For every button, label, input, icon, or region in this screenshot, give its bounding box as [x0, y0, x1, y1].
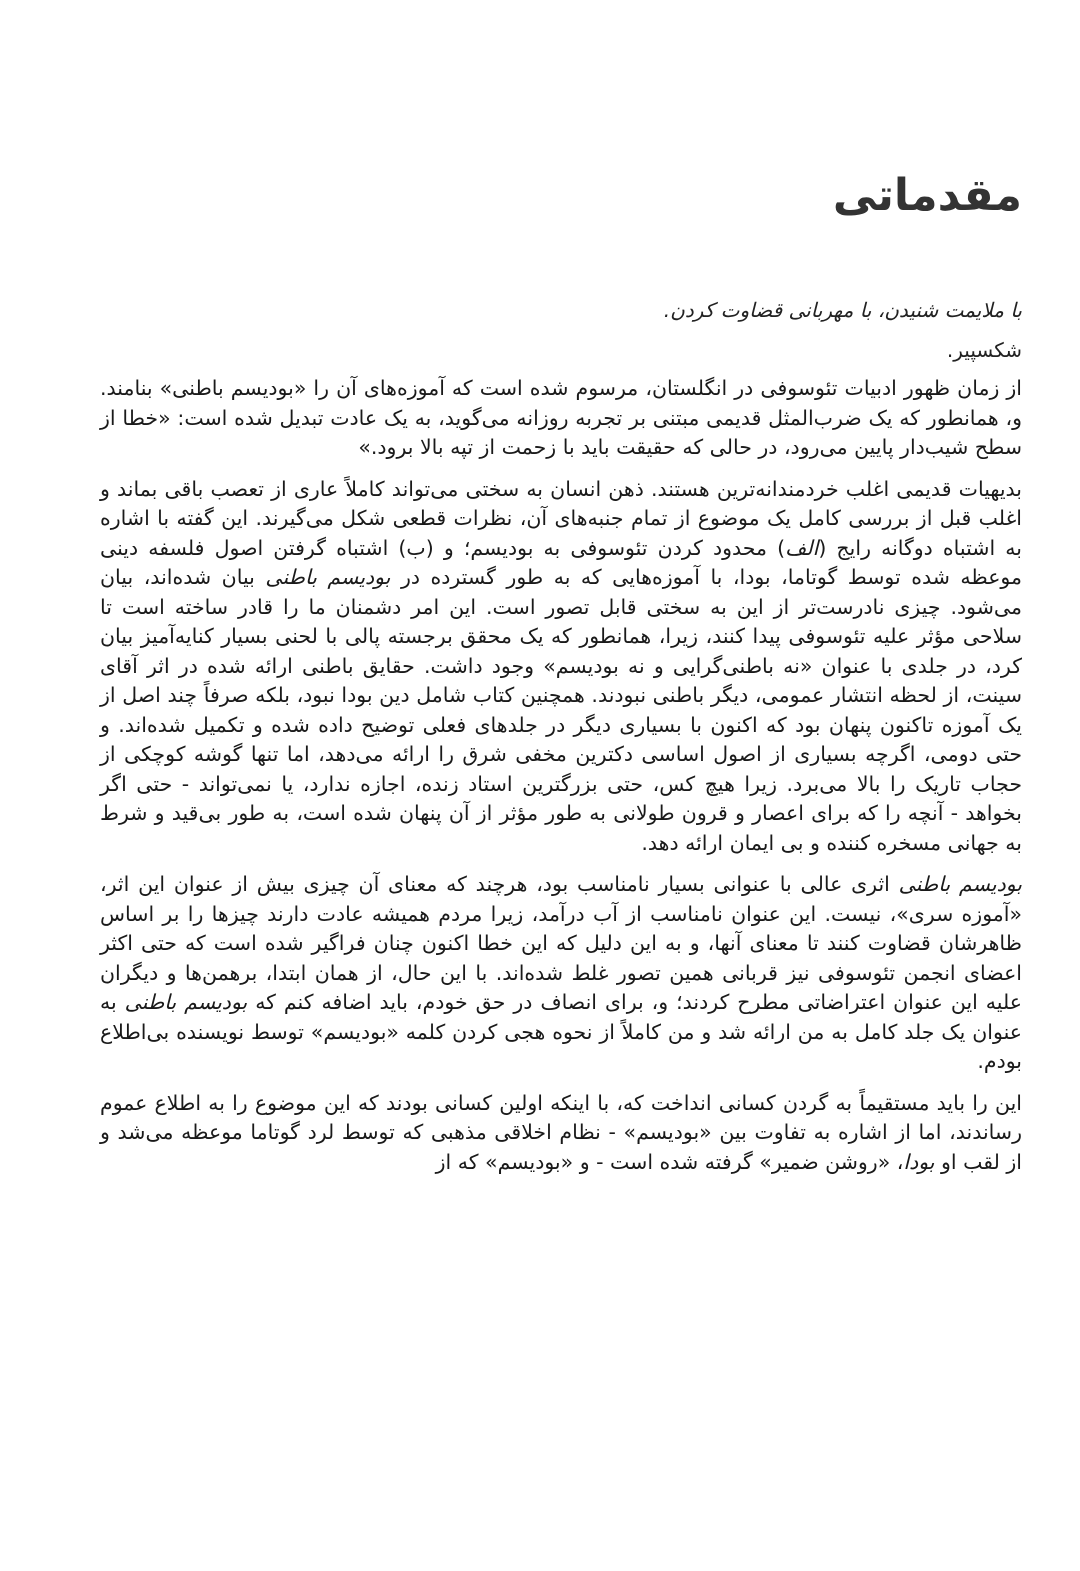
paragraph [100, 475, 1022, 859]
italic-term: بودیسم باطنی [898, 872, 1022, 896]
text-segment: اثری عالی با عنوانی بسیار نامناسب بود، هرچند که معنای آن چیزی بیش از عنوان این اثر، «آموزه سری»، نیست. این عنوان نامناسب از آب درآمد، زیرا مردم همیشه عادت دارند چیزها را بر اساس ظاهرشان قضاوت کنند تا معنای آنها، و به این دلیل که این خطا اکنون چنان فراگیر شده است که حتی اکثر اعضای انجمن تئوسوفی نیز قربانی همین تصور غلط شده‌اند. با این حال، از همان ابتدا، برهمن‌ها و دیگران علیه این عنوان اعتراضاتی مطرح کردند؛ و، برای انصاف در حق خودم، باید اضافه کنم که [100, 872, 1022, 1014]
italic-term: الف [785, 535, 819, 560]
italic-term: بودیسم باطنی [265, 565, 391, 589]
body-text [100, 374, 1022, 1177]
italic-term: بودیسم باطنی [124, 990, 248, 1014]
paragraph [100, 1089, 1022, 1178]
epigraph-quote: با ملایمت شنیدن، با مهربانی قضاوت کردن. [663, 298, 1022, 322]
text-segment: از زمان ظهور ادبیات تئوسوفی در انگلستان، مرسوم شده است که آموزه‌های آن را «بودیسم باطنی» بنامند. و، همانطور که یک ضرب‌المثل قدیمی مبتنی بر تجربه روزانه می‌گوید، به یک عادت تبدیل شده است: «خطا از سطح شیب‌دار پایین می‌رود، در حالی که حقیقت باید با زحمت از تپه بالا برود.» [100, 376, 1022, 459]
text-segment: بیان شده‌اند، بیان می‌شود. چیزی نادرست‌تر از این به سختی قابل تصور است. این امر دشمنان ما را قادر ساخته است تا سلاحی مؤثر علیه تئوسوفی پیدا کنند، زیرا، همانطور که یک محقق برجسته پالی با لحنی بسیار کنایه‌آمیز بیان کرد، در جلدی با عنوان «نه باطنی‌گرایی و نه بودیسم» وجود داشت. حقایق باطنی ارائه شده در اثر آقای سینت، از لحظه انتشار عمومی، دیگر باطنی نبودند. همچنین کتاب شامل دین بودا نبود، بلکه صرفاً چند اصل از یک آموزه تاکنون پنهان بود که اکنون با بسیاری دیگر در جلدهای فعلی توضیح داده شده و تکمیل شده‌اند. و حتی دومی، اگرچه بسیاری از اصول اساسی دکترین مخفی شرق را ارائه می‌دهد، اما تنها گوشه کوچکی از حجاب تاریک را بالا می‌برد. زیرا هیچ کس، حتی بزرگترین استاد زنده، اجازه ندارد، یا نمی‌تواند - حتی اگر بخواهد - آنچه را که برای اعصار و قرون طولانی به طور مؤثر از آن پنهان شده است، به طور بی‌قید و شرط به جهانی مسخره کننده و بی ایمان ارائه دهد. [100, 565, 1022, 855]
text-segment: به عنوان یک جلد کامل به من ارائه شد و من کاملاً از نحوه هجی کردن کلمه «بودیسم» توسط نویسنده بی‌اطلاع بودم. [100, 990, 1022, 1073]
paragraph [100, 374, 1022, 463]
paragraph [100, 870, 1022, 1077]
document-page [100, 160, 1022, 1189]
text-segment: ، «روشن ضمیر» گرفته شده است - و «بودیسم» که از [435, 1149, 904, 1174]
italic-term: بودا [903, 1149, 935, 1174]
epigraph-attribution: شکسپیر. [946, 338, 1022, 362]
chapter-title: مقدماتی [832, 170, 1022, 221]
text-segment: بدیهیات قدیمی اغلب خردمندانه‌ترین هستند. ذهن انسان به سختی می‌تواند کاملاً عاری از تعصب باقی بماند و اغلب قبل از بررسی کامل یک موضوع از تمام جنبه‌های آن، نظرات قطعی شکل می‌گیرند. این گفته با اشاره به اشتباه دوگانه رایج ( [100, 476, 1022, 560]
text-segment: ) محدود کردن تئوسوفی به بودیسم؛ و (ب) اشتباه گرفتن اصول فلسفه دینی موعظه شده توسط گوتاما، بودا، با آموزه‌هایی که به طور گسترده در [100, 535, 1023, 589]
text-segment: این را باید مستقیماً به گردن کسانی انداخت که، با اینکه اولین کسانی بودند که این موضوع را به اطلاع عموم رساندند، اما از اشاره به تفاوت بین «بودیسم» - نظام اخلاقی مذهبی که توسط لرد گوتاما موعظه می‌شد و از لقب او [100, 1090, 1022, 1174]
